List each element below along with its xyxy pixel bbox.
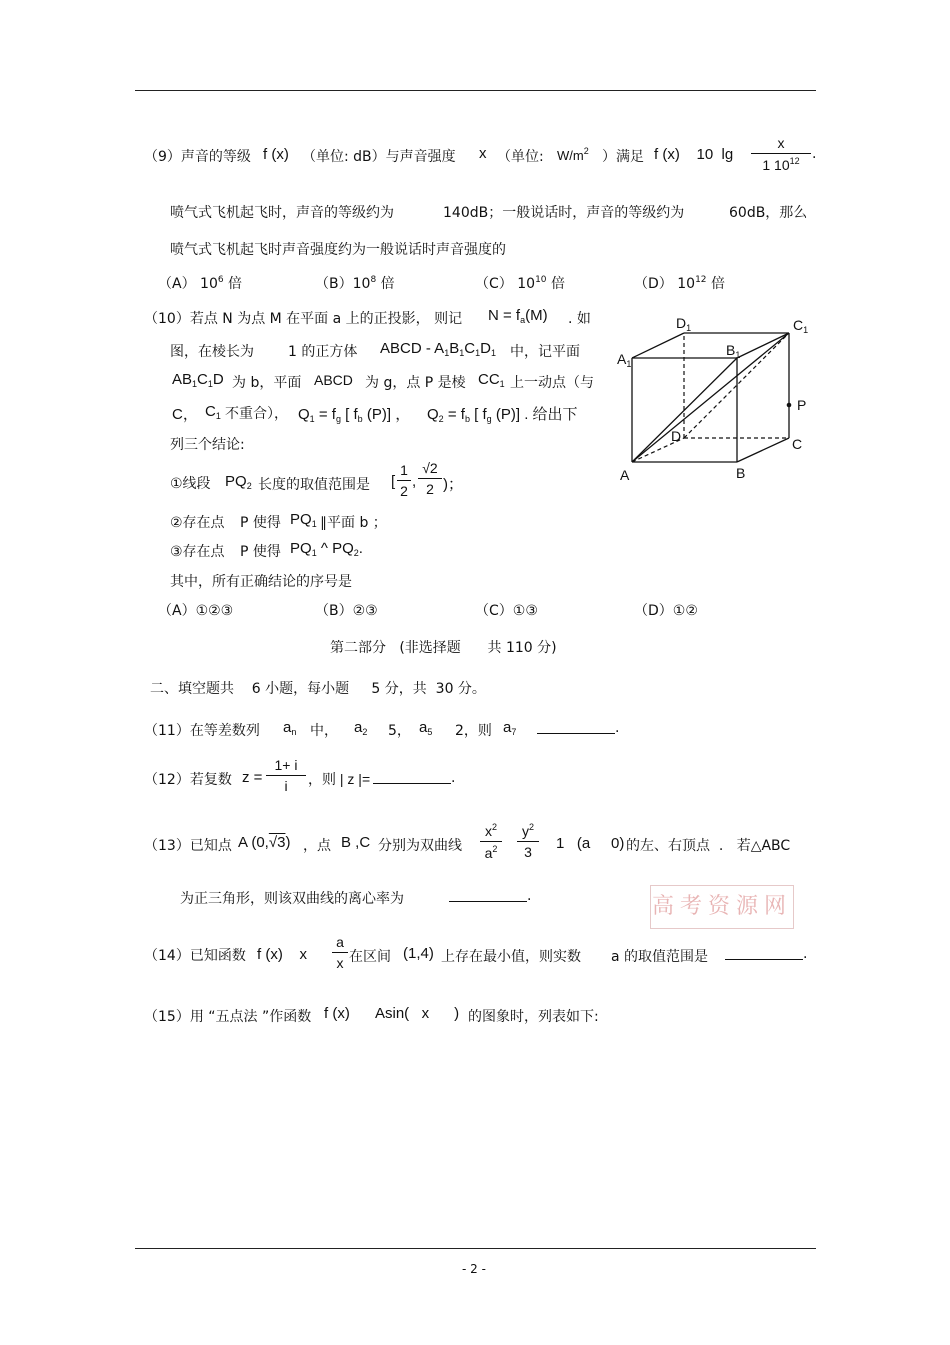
q9-satisfy: ）满足 (602, 149, 644, 165)
label-p: P (797, 397, 807, 413)
q13-line: （13）已知点 (144, 838, 232, 854)
label-c: C (792, 436, 803, 452)
q10-q2-def: $Q_2 = f_b$ [ $f_g$ (P)] . 给出下 (427, 406, 578, 424)
q15-fx: f (x) (324, 1005, 350, 1022)
label-d: D (671, 428, 682, 444)
q13-line2: 为正三角形，则该双曲线的离心率为 (180, 891, 404, 907)
q12-abs: ，则 | z |= (308, 771, 371, 787)
q10-range-frac2: √2 2 (418, 460, 442, 497)
q10-range-frac1: 1 2 (397, 462, 411, 499)
q10-range-open: [ (391, 473, 396, 490)
q14-number: （14） (144, 948, 190, 964)
q10-pq2: $PQ_2$ (225, 473, 252, 491)
q10-range-close: )； (443, 476, 463, 493)
edge-B-C (737, 438, 789, 462)
q9-line2b: 140dB；一般说话时，声音的等级约为 (443, 205, 685, 221)
q10-conclusion-3: ③存在点 (170, 544, 225, 560)
q10-option-d: （D）①② (634, 603, 698, 619)
watermark-stamp: 高考资源网 (650, 885, 794, 929)
edge-A1-D1 (632, 333, 684, 358)
q11-a7: $a_7$ (503, 719, 517, 737)
q10-c2-pq1: $PQ_1$ (290, 511, 317, 529)
point-p (787, 403, 792, 408)
bottom-rule (135, 1248, 816, 1249)
q14-answer-blank[interactable]: . (725, 946, 807, 962)
q9-option-d: （D） $10^{12}$ 倍 (634, 275, 725, 292)
q12-line: （12）若复数 (144, 772, 232, 788)
q11-number: （11） (144, 723, 190, 739)
q11-zhong: 中， (310, 723, 338, 739)
q9-option-c: （C） $10^{10}$ 倍 (475, 275, 565, 292)
q11-two: 2，则 (455, 723, 492, 739)
q13-answer-blank[interactable]: . (449, 888, 531, 904)
q10-line2b: 1 的正方体 (288, 344, 358, 360)
q11-line: （11）在等差数列 (144, 723, 260, 739)
q9-x: x (479, 145, 487, 162)
q10-projection: $N = f_a(M)$ (488, 307, 548, 325)
label-a: A (620, 467, 630, 483)
q10-c1: $C_1$ (205, 403, 221, 421)
q9-fraction: x 1 $10^{12}$ (751, 135, 811, 173)
q11-a5: $a_5$ (419, 719, 433, 737)
section2-heading: 二、填空题共 6 小题，每小题 5 分，共 30 分。 (150, 681, 486, 697)
q9-fx: f (x) (263, 146, 289, 163)
q10-c2-tail: ∥平面 b ； (320, 515, 387, 531)
q10-option-a: （A）①②③ (158, 603, 234, 619)
q9-unit-label: （单位: (497, 149, 544, 165)
q13-eq-rhs: 1 (a 0) (556, 835, 625, 852)
q13-point-a: A (0,√3) (238, 834, 291, 851)
q10-conclusion-1: ①线段 (170, 476, 211, 492)
q13-hyperbola: 分别为双曲线 (378, 838, 462, 854)
part2-title: 第二部分 (非选择题 共 110 分) (330, 640, 557, 656)
q10-cc1: $CC_1$ (478, 371, 505, 389)
q13-bc: B ,C (341, 834, 371, 851)
q9-period: . (812, 146, 817, 162)
q10-line5: 列三个结论: (170, 437, 245, 453)
q11-a2: $a_2$ (354, 719, 368, 737)
q10-c1-range-label: 长度的取值范围是 (258, 477, 370, 493)
q13-tail: 的左、右顶点 . 若△ABC (626, 838, 791, 854)
q9-line3: 喷气式飞机起飞时声音强度约为一般说话时声音强度的 (170, 242, 506, 258)
q9-number: （9） (144, 149, 181, 165)
q12-z: z = (242, 769, 263, 786)
q9-unit-wm: $W/m^2$ (557, 146, 589, 163)
q9-option-b: $(B)10^8$ 倍 (315, 275, 395, 292)
q14-fraction: a x (332, 934, 348, 971)
q10-conclusion-2: ②存在点 (170, 515, 225, 531)
q14-tail-b: a 的取值范围是 (611, 949, 709, 965)
top-rule (135, 90, 816, 91)
q11-answer-blank[interactable]: . (537, 720, 619, 736)
q10-number: （10） (144, 311, 190, 327)
q10-line3d: 为 b，平面 (232, 375, 302, 391)
q10-option-b: （B）②③ (315, 603, 378, 619)
q10-range-comma: , (412, 473, 417, 490)
q10-line2g: 中，记平面 (510, 344, 580, 360)
diag-A-C1 (632, 333, 789, 462)
label-b: B (736, 465, 746, 481)
q10-plane-b: $AB_1C_1D$ (172, 371, 224, 389)
q10-q1-def: $Q_1 = f_g$ [ $f_b$ (P)] ， (298, 406, 411, 424)
q10-ask: 其中，所有正确结论的序号是 (170, 574, 352, 590)
q10-cube-name: ABCD - $A_1B_1C_1D_1$ (380, 340, 496, 358)
q11-an: $a_n$ (283, 719, 297, 737)
q14-line: （14）已知函数 (144, 948, 246, 964)
q10-line1: （10）若点 N 为点 M 在平面 a 上的正投影， 则记 (144, 311, 463, 327)
q10-line3h: 上一动点（与 (510, 375, 594, 391)
q14-interval: (1,4) (403, 945, 434, 962)
label-b1: $B_1$ (726, 342, 741, 360)
q12-fraction: 1+ i i (266, 757, 306, 794)
q9-option-a: （A） $10^6$ 倍 (158, 275, 243, 292)
q10-line2a: 图，在棱长为 (170, 344, 254, 360)
q10-line4c: 不重合）， (225, 406, 288, 422)
q10-c2-p: P 使得 (240, 515, 281, 531)
q10-line3f: 为 g，点 P 是棱 (365, 375, 466, 391)
q14-tail-a: 上存在最小值，则实数 (441, 949, 581, 965)
q15-asin: Asin( x ) (375, 1005, 460, 1022)
q10-c3-p: P 使得 (240, 544, 281, 560)
label-d1: $D_1$ (676, 315, 692, 333)
q10-c3-perp: $PQ_1$ ^ $PQ_2$. (290, 540, 363, 558)
q13-frac-y: $y^2$ 3 (517, 822, 539, 860)
q12-number: （12） (144, 772, 190, 788)
q14-interval-label: 在区间 (349, 949, 391, 965)
q9-line2c: 60dB，那么 (729, 205, 808, 221)
q10-line4a: C， (172, 406, 198, 423)
q12-answer-blank[interactable]: . (373, 770, 455, 786)
q11-five: 5， (388, 723, 411, 739)
q15-number: （15） (144, 1009, 190, 1025)
q9-line1: （9）声音的等级 (144, 149, 251, 165)
q14-function: f (x) x (257, 946, 307, 963)
q10-abcd: ABCD (314, 372, 353, 388)
q10-ru: . 如 (568, 311, 591, 327)
q9-equation: f (x) 10 lg (654, 146, 734, 163)
q13-frac-x: $x^2$ $a^2$ (480, 822, 502, 861)
q9-unit-db: （单位: dB）与声音强度 (302, 149, 456, 165)
page-number: - 2 - (462, 1262, 486, 1276)
q15-tail: 的图象时，列表如下: (468, 1009, 599, 1025)
q15-line: （15）用 “五点法 ”作函数 (144, 1009, 312, 1025)
label-a1: $A_1$ (617, 351, 632, 369)
cube-figure (612, 310, 812, 490)
q13-dian: ，点 (303, 838, 331, 854)
q13-number: （13） (144, 838, 190, 854)
q9-line2a: 喷气式飞机起飞时，声音的等级约为 (170, 205, 394, 221)
q10-option-c: （C）①③ (475, 603, 538, 619)
label-c1: $C_1$ (793, 317, 809, 335)
